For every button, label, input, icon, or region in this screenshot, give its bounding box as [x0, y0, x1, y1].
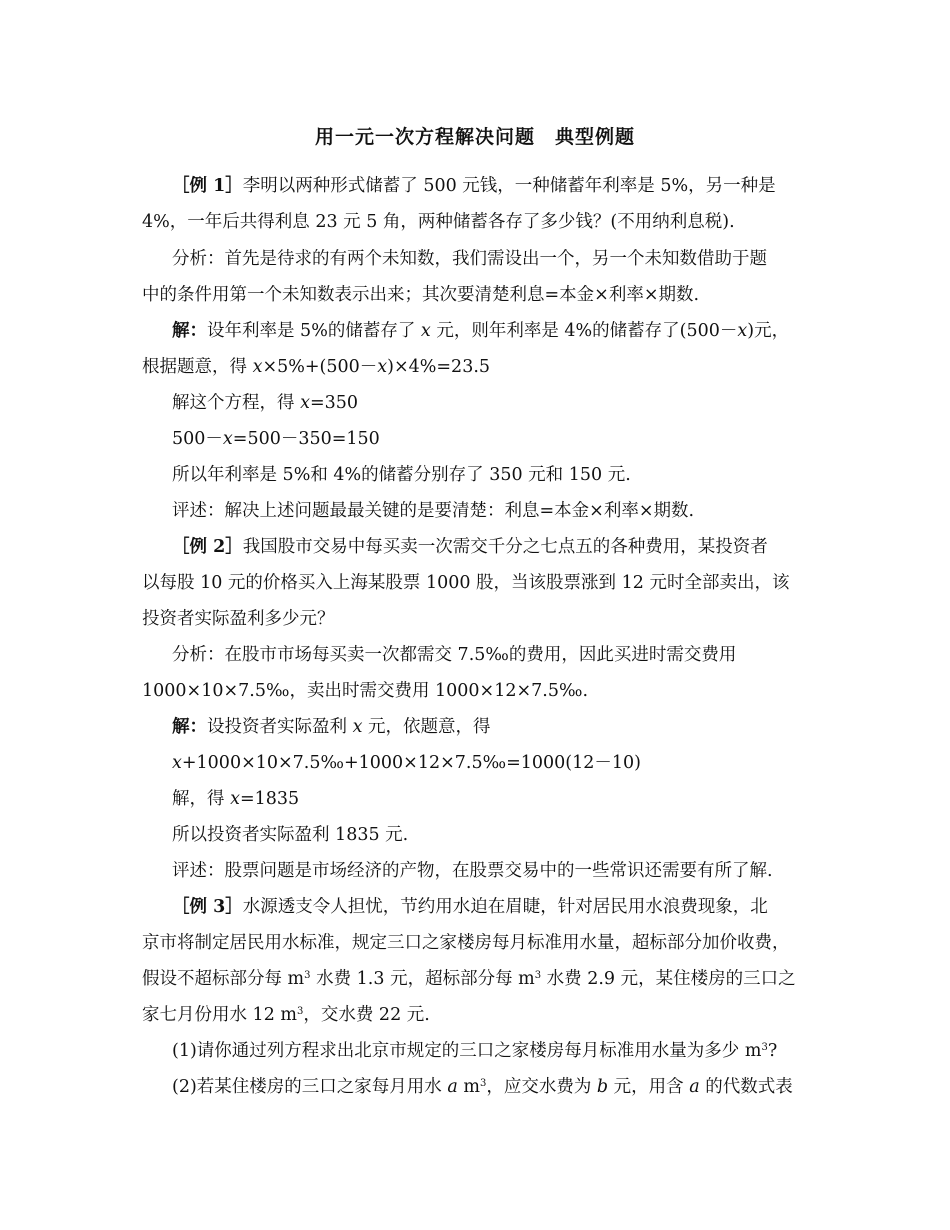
example-2-analysis-line-1: 分析：在股市市场每买卖一次都需交 7.5‰的费用，因此买进时需交费用 [172, 645, 737, 665]
example-1-solution-line-5: 所以年利率是 5%和 4%的储蓄分别存了 350 元和 150 元. [172, 465, 631, 485]
example-1-solution-line-4: 500－x=500－350=150 [172, 429, 380, 449]
example-1-analysis-line-1: 分析：首先是待求的有两个未知数，我们需设出一个，另一个未知数借助于题 [172, 249, 767, 269]
example-1-tag: ［例 1］ [172, 176, 243, 196]
example-1-question-line-2: 4%，一年后共得利息 23 元 5 角，两种储蓄各存了多少钱？(不用纳利息税). [142, 212, 735, 232]
example-2-tag: ［例 2］ [172, 537, 243, 557]
example-3-question-line-3: 假设不超标部分每 $m^3$ 水费 1.3 元，超标部分每 $m^3$ 水费 2.9 元，某住楼房的三口之 [142, 969, 796, 989]
page-title: 用一元一次方程解决问题 典型例题 [314, 126, 635, 148]
example-1-question-line-1: ［例 1］李明以两种形式储蓄了 500 元钱，一种储蓄年利率是 5%，另一种是 [172, 176, 776, 196]
example-2-question-line-3: 投资者实际盈利多少元？ [142, 609, 335, 629]
example-2-solution-line-4: 所以投资者实际盈利 1835 元. [172, 825, 409, 845]
example-3-question-line-4: 家七月份用水 12 $m^3$，交水费 22 元. [142, 1005, 430, 1025]
example-3-question-line-2: 京市将制定居民用水标准，规定三口之家楼房每月标准用水量，超标部分加价收费， [142, 933, 790, 953]
example-3-question-line-1: ［例 3］水源透支令人担忧，节约用水迫在眉睫，针对居民用水浪费现象，北 [172, 897, 768, 917]
example-2-solution-line-2: x+1000×10×7.5‰+1000×12×7.5‰=1000(12－10) [172, 753, 641, 773]
example-1-solution-line-1: 解：设年利率是 5%的储蓄存了 x 元，则年利率是 4%的储蓄存了(500－x)元， [172, 321, 790, 341]
example-3-part-2: (2)若某住楼房的三口之家每月用水 a $m^3$，应交水费为 b 元，用含 a 的代数式表 [172, 1077, 793, 1097]
example-1-comment: 评述：解决上述问题最最关键的是要清楚：利息=本金×利率×期数. [172, 501, 695, 521]
example-3-part-1: (1)请你通过列方程求出北京市规定的三口之家楼房每月标准用水量为多少 $m^3$? [172, 1041, 778, 1061]
example-1-analysis-line-2: 中的条件用第一个未知数表示出来；其次要清楚利息=本金×利率×期数. [142, 285, 700, 305]
example-3-tag: ［例 3］ [172, 897, 243, 917]
example-2-question-line-1: ［例 2］我国股市交易中每买卖一次需交千分之七点五的各种费用，某投资者 [172, 537, 768, 557]
example-1-solution-line-2: 根据题意，得 x×5%+(500－x)×4%=23.5 [142, 357, 491, 377]
example-2-solution-line-1: 解：设投资者实际盈利 x 元，依题意，得 [172, 717, 491, 737]
example-2-comment: 评述：股票问题是市场经济的产物，在股票交易中的一些常识还需要有所了解. [172, 861, 773, 881]
example-2-analysis-line-2: 1000×10×7.5‰，卖出时需交费用 1000×12×7.5‰. [142, 681, 589, 701]
example-2-question-line-2: 以每股 10 元的价格买入上海某股票 1000 股，当该股票涨到 12 元时全部卖出，该 [142, 573, 790, 593]
example-2-solution-line-3: 解，得 x=1835 [172, 789, 300, 809]
example-1-solution-line-3: 解这个方程，得 x=350 [172, 393, 359, 413]
